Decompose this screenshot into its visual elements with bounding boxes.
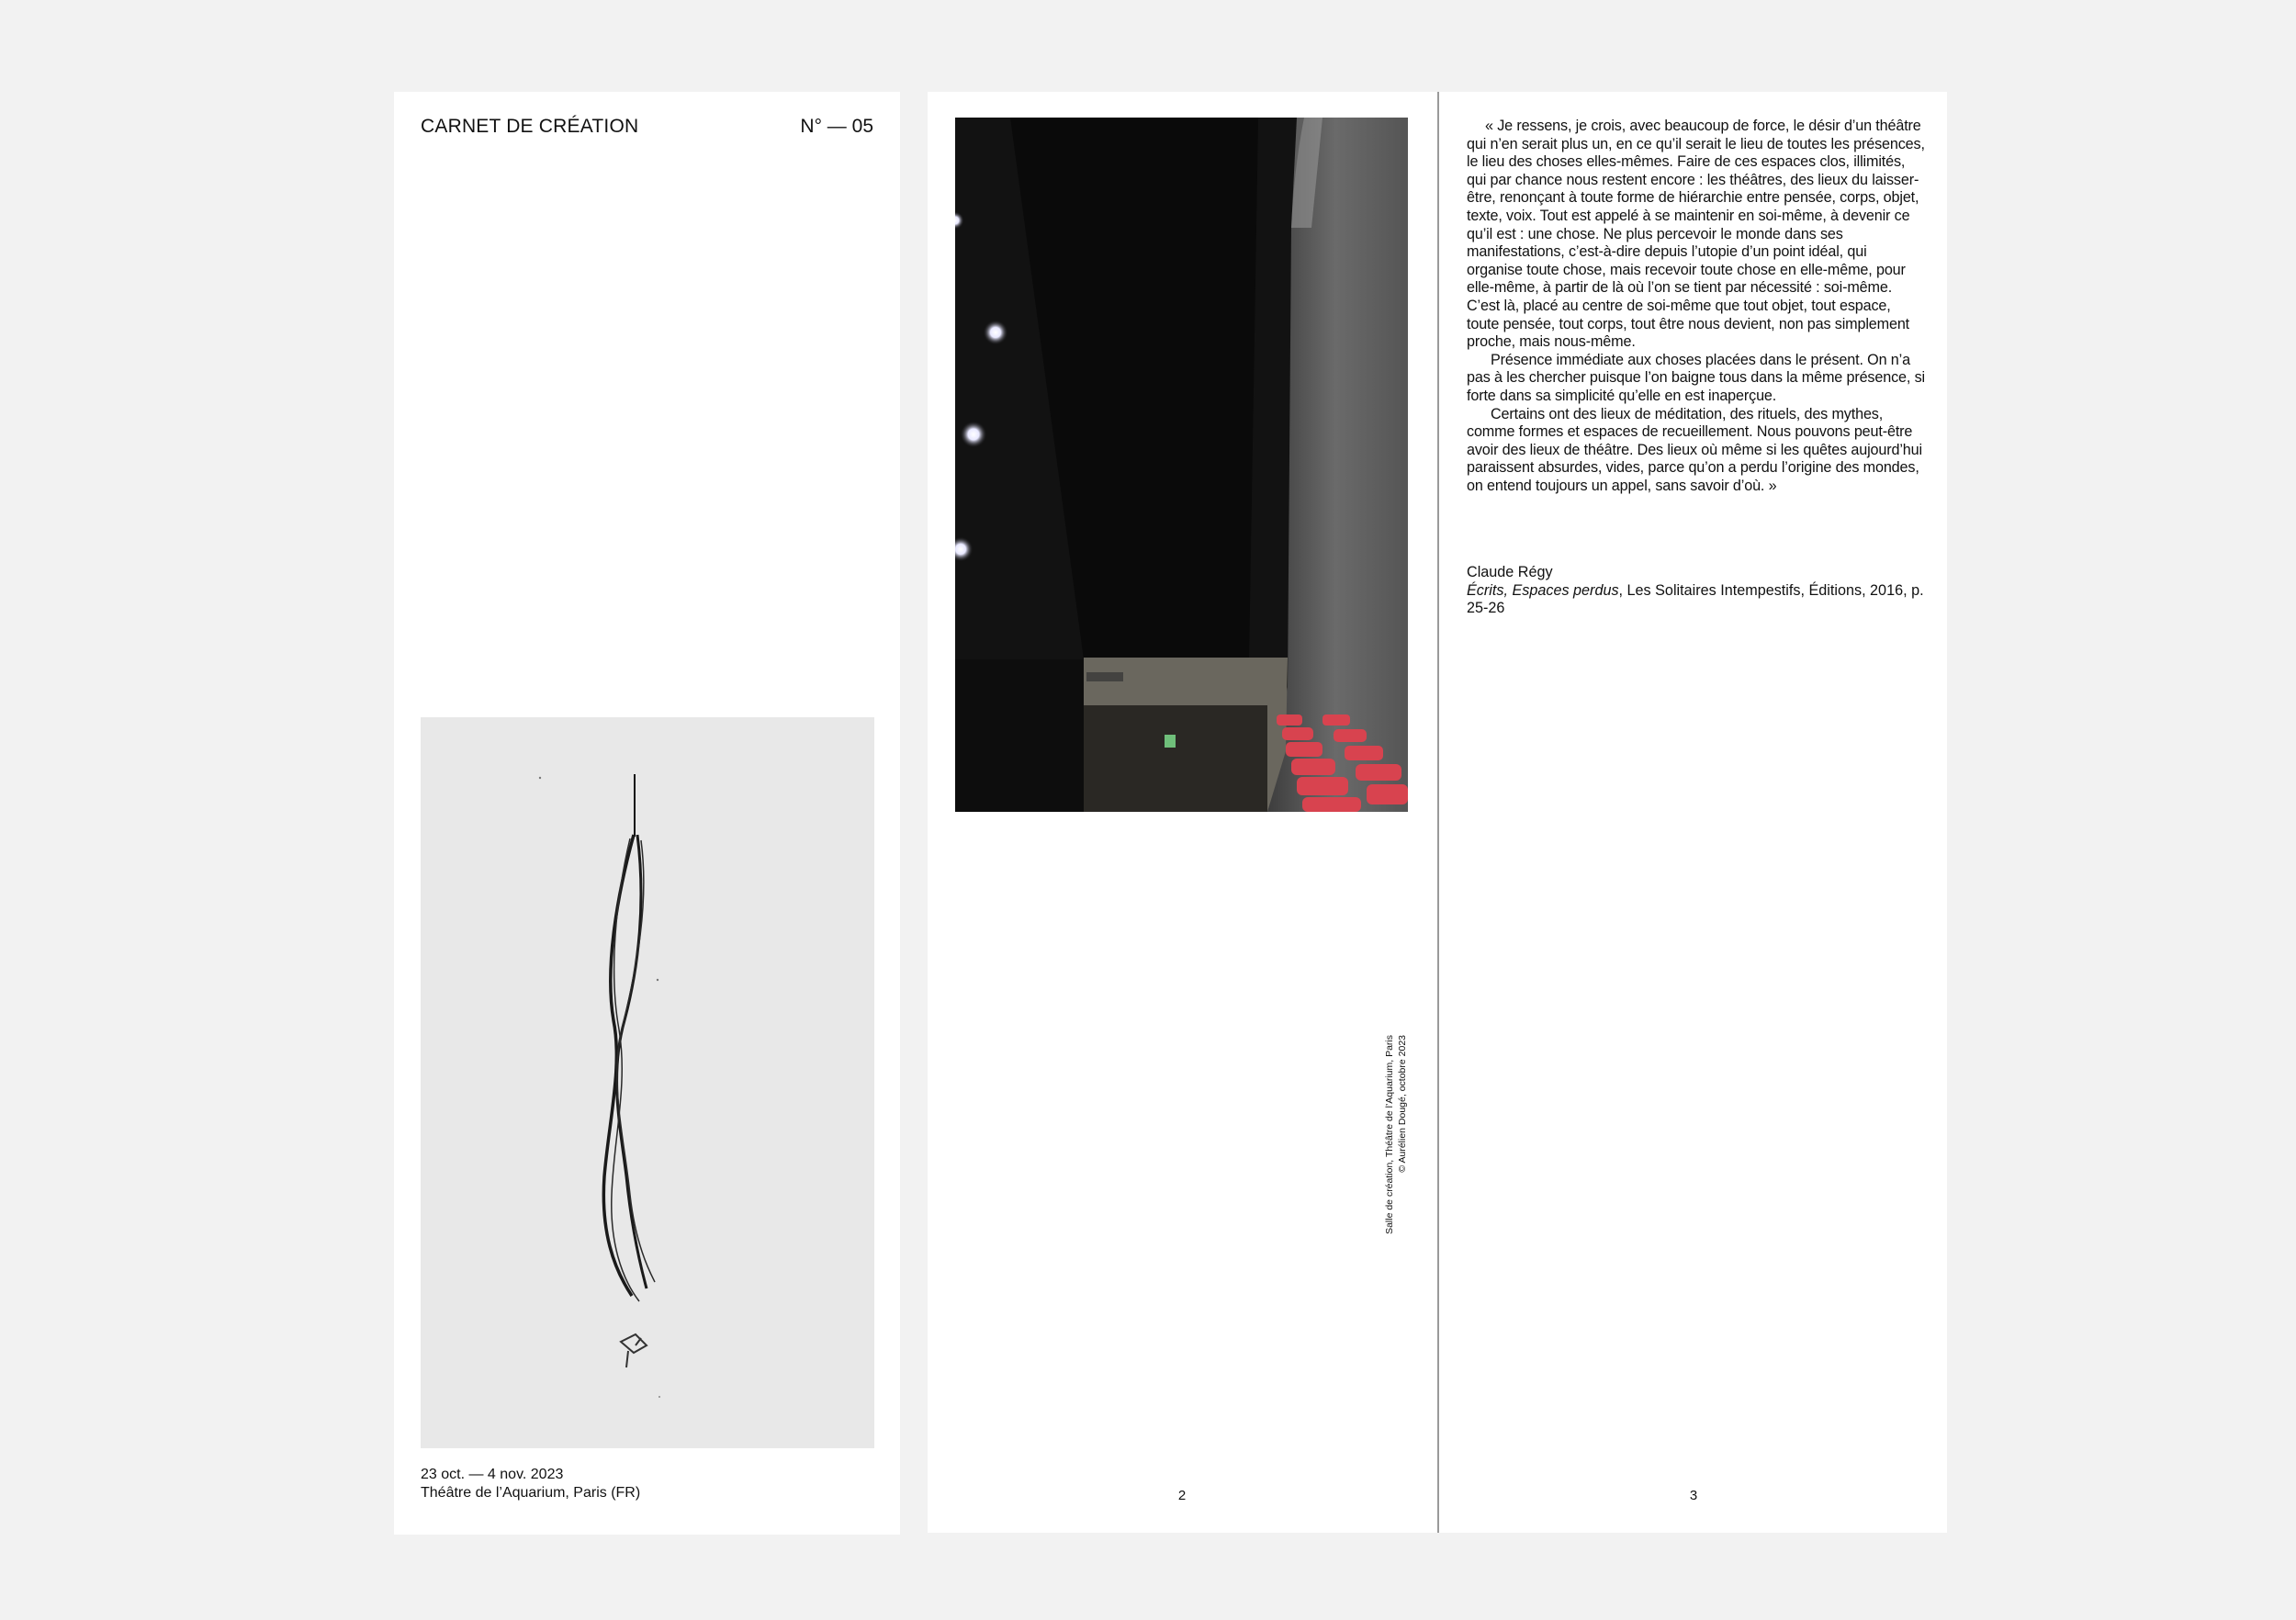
source-reference (1467, 582, 1926, 618)
issue-number: N° — 05 (800, 116, 873, 137)
event-venue: Théâtre de l’Aquarium, Paris (FR) (421, 1485, 641, 1501)
caption-credit: © Aurélien Dougé, octobre 2023 (1397, 1035, 1408, 1173)
photo-caption (1383, 1035, 1408, 1246)
caption-location: Salle de création, Théâtre de l’Aquarium, Paris (1384, 1035, 1395, 1234)
theatre-hall-photo (955, 118, 1408, 812)
event-dates: 23 oct. — 4 nov. 2023 (421, 1467, 564, 1482)
ink-drawing-image (421, 717, 874, 1448)
page-fold-divider (1437, 92, 1439, 1533)
quote-source (1467, 564, 1926, 618)
cover-footer (421, 1466, 640, 1502)
quote-text (1467, 118, 1926, 495)
cover-page (394, 92, 900, 1535)
booklet-spread (928, 92, 1947, 1533)
source-title: Écrits, Espaces perdus (1467, 581, 1619, 599)
page-number-right: 3 (1689, 1488, 1698, 1503)
quote-paragraph: « Je ressens, je crois, avec beaucoup de force, le désir d’un théâtre qui n’en serait plus un, en ce qu’il serait le lieu de toutes les présences, le lieu des choses elles-mêmes. Faire de ces espaces clos, illimités, qui par chance nous restent encore : les théâtres, des lieux du laisser-être, renonçant à toute forme de hiérarchie entre pensée, corps, objet, texte, voix. Tout est appelé à se maintenir en soi-même, à devenir ce qu’il est : une chose. Ne plus percevoir le monde dans ses manifestations, c’est-à-dire depuis l’utopie d’un point idéal, qui organise toute chose, mais recevoir toute chose en elle-même, pour elle-même, à partir de là où l’on se tient par nécessité : soi-même. C’est là, placé au centre de soi-même que tout objet, tout espace, toute pensée, tout corps, tout être nous devient, non pas simplement proche, mais nous-même. (1467, 118, 1925, 351)
source-details: , Les Solitaires Intempestifs, Éditions, 2016, p. 25-26 (1467, 581, 1924, 617)
cover-title: CARNET DE CRÉATION (421, 116, 639, 137)
page-number-left: 2 (1177, 1488, 1187, 1503)
quote-author: Claude Régy (1467, 564, 1553, 580)
quote-paragraph: Certains ont des lieux de méditation, des rituels, des mythes, comme formes et espaces de recueillement. Nous pouvons peut-être avoir des lieux de théâtre. Des lieux où même si les quêtes aujourd’hui paraissent absurdes, vides, parce qu’on a perdu l’origine des mondes, on entend toujours un appel, sans savoir d’où. » (1467, 405, 1922, 494)
quote-paragraph: Présence immédiate aux choses placées dans le présent. On n’a pas à les chercher puisque l’on baigne tous dans la même présence, si forte dans sa simplicité qu’elle en est inaperçue. (1467, 351, 1925, 404)
